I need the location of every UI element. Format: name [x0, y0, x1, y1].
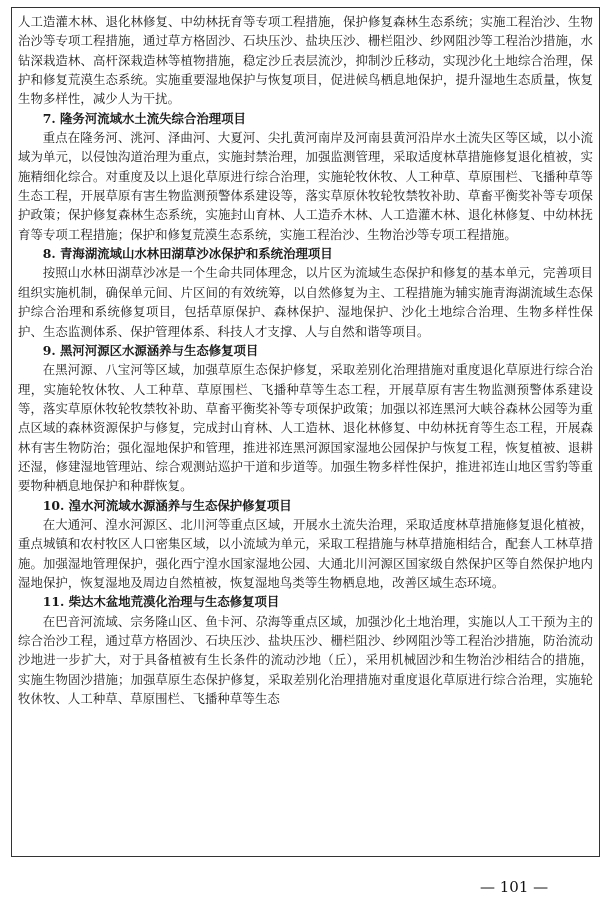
- section-body-9: 在黑河源、八宝河等区域，加强草原生态保护修复，采取差别化治理措施对重度退化草原进行综合治理，实施轮牧休牧、人工种草、草原围栏、飞播种草等生态工程，开展草原有害生物监测预警体系建设等，落实草原休牧轮牧禁牧补助、草畜平衡奖补等专项保护政策；加强以祁连黑河大峡谷森林公园等为重点区域的森林资源保护与修复，完成封山育林、人工造林、退化林修复、中幼林抚育等生态工程，开展森林有害生物防治；强化湿地保护和管理，推进祁连黑河源国家湿地公园保护与恢复工程，恢复植被、退耕还湿，修建湿地管理站、综合观测站巡护干道和步道等。加强生物多样性保护，推进祁连山地区雪豹等重要物种栖息地保护和种群恢复。: [18, 362, 593, 494]
- page-number: — 101 —: [480, 878, 549, 896]
- intro-paragraph: 人工造灌木林、退化林修复、中幼林抚育等专项工程措施，保护修复森林生态系统；实施工程治沙、生物治沙等专项工程措施，通过草方格固沙、石块压沙、盐块压沙、栅栏阻沙、纱网阻沙等工程治沙措施，水钻深栽造林、高杆深栽造林等植物措施，稳定沙丘表层流沙，抑制沙丘移动，实现沙化土地综合治理，保护和修复荒漠生态系统。实施重要湿地保护与恢复项目，促进候鸟栖息地保护，提升湿地生态质量，恢复生物多样性，减少人为干扰。: [18, 14, 593, 107]
- section-heading-10: 10. 湟水河流域水源涵养与生态保护修复项目: [42, 497, 292, 513]
- section-heading-7: 7. 隆务河流域水土流失综合治理项目: [42, 110, 246, 126]
- section-body-11: 在巴音河流域、宗务隆山区、鱼卡河、尕海等重点区域，加强沙化土地治理，实施以人工干预为主的综合治沙工程，通过草方格固沙、石块压沙、盐块压沙、栅栏阻沙、纱网阻沙等工程治沙措施，防治流动沙地进一步扩大，对于具备植被有生长条件的流动沙地（丘），采用机械固沙和生物治沙相结合的措施，实施生物固沙措施；加强草原生态保护修复，采取差别化治理措施对重度退化草原进行综合治理，实施轮牧休牧、人工种草、草原围栏、飞播种草等生态: [18, 613, 593, 707]
- section-heading-9: 9. 黑河河源区水源涵养与生态修复项目: [42, 342, 259, 358]
- text-frame: [11, 7, 600, 857]
- section-body-10: 在大通河、湟水河源区、北川河等重点区域，开展水土流失治理，采取适度林草措施修复退化植被，重点城镇和农村牧区人口密集区域，以小流域为单元，采取工程措施与林草措施相结合，配套人工林草措施。加强湿地管理保护，强化西宁湟水国家湿地公园、大通北川河源区国家级自然保护区等自然保护地内湿地保护，恢复湿地及周边自然植被，恢复湿地鸟类等生物栖息地，改善区域生态环境。: [18, 516, 593, 590]
- section-heading-11: 11. 柴达木盆地荒漠化治理与生态修复项目: [42, 594, 280, 610]
- section-body-7: 重点在隆务河、洮河、泽曲河、大夏河、尖扎黄河南岸及河南县黄河沿岸水土流失区等区域，以小流域为单元，以侵蚀沟道治理为重点，实施封禁治理，加强监测管理，采取适度林草措施修复退化植被，实施精细化综合。对重度及以上退化草原进行综合治理，实施轮牧休牧、人工种草、草原围栏、飞播种草等生态工程，开展草原有害生物监测预警体系建设等，落实草原休牧轮牧禁牧补助、草畜平衡奖补等专项保护政策；保护修复森林生态系统，实施封山育林、人工造乔木林、人工造灌木林、退化林修复、中幼林抚育等专项工程措施；保护和修复荒漠生态系统，实施工程治沙、生物治沙等专项工程措施。: [18, 130, 593, 242]
- section-heading-8: 8. 青海湖流域山水林田湖草沙冰保护和系统治理项目: [42, 246, 333, 262]
- section-body-8: 按照山水林田湖草沙冰是一个生命共同体理念，以片区为流域生态保护和修复的基本单元，完善项目组织实施机制，确保单元间、片区间的有效统筹，以自然修复为主、工程措施为辅实施青海湖流域生态保护综合治理和系统修复项目，包括草原保护、森林保护、湿地保护、沙化土地综合治理、生物多样性保护、生态监测体系、保护管理体系、科技人才支撑、人与自然和谐等项目。: [18, 265, 593, 339]
